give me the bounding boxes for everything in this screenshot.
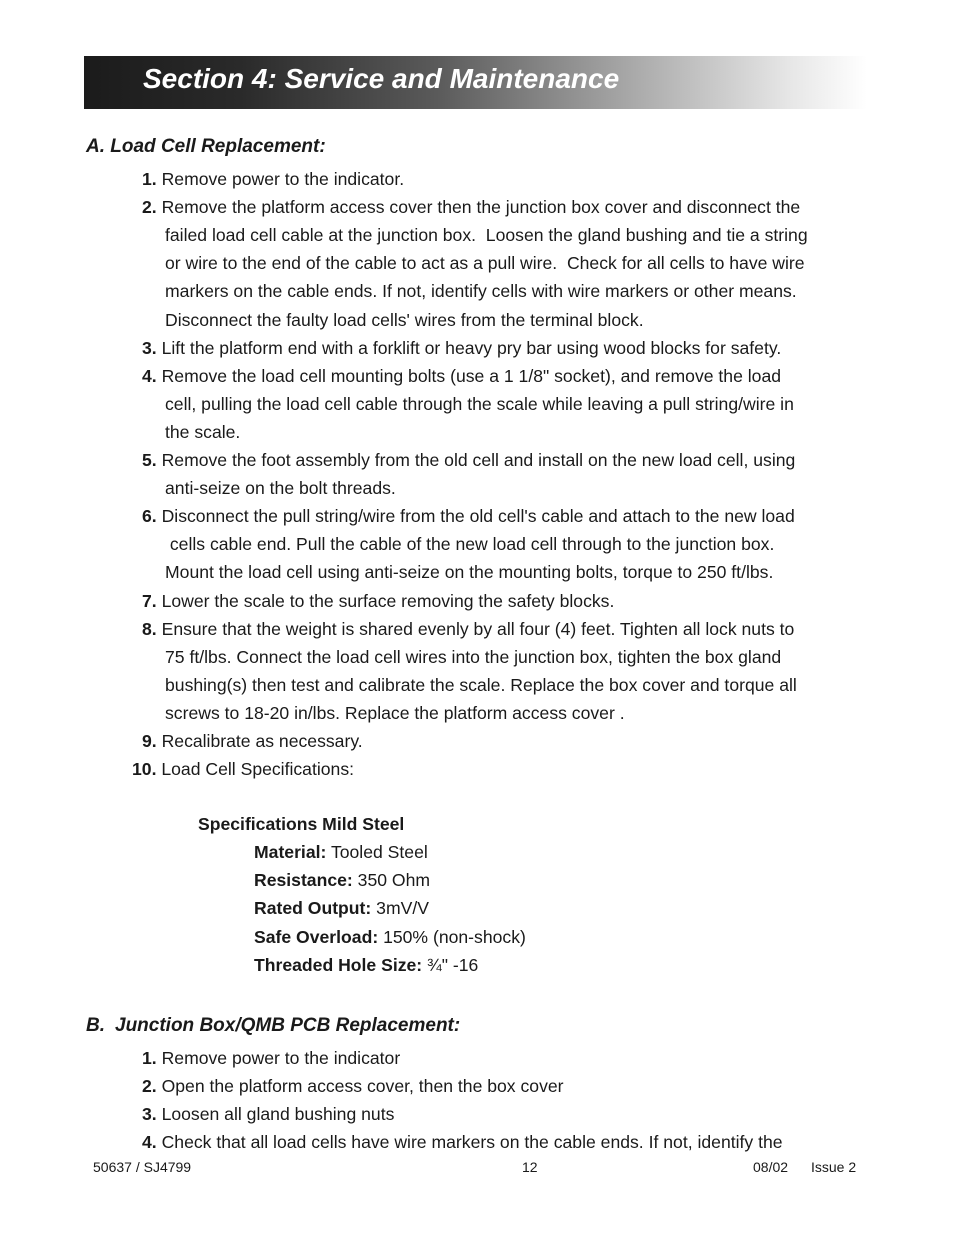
list-item <box>142 193 800 221</box>
list-item-text: Lift the platform end with a forklift or heavy pry bar using wood blocks for safety. <box>161 337 782 358</box>
list-item-text: Check that all load cells have wire markers on the cable ends. If not, identify the <box>161 1132 783 1153</box>
list-item <box>142 615 794 643</box>
list-item-continuation: cells cable end. Pull the cable of the new load cell through to the junction box. <box>165 534 775 555</box>
list-item-text: Remove power to the indicator. <box>161 169 405 189</box>
section-a-heading: A. Load Cell Replacement: <box>86 136 326 157</box>
list-item-number: 2. <box>142 197 157 218</box>
list-item <box>142 334 781 362</box>
list-item-text: Loosen all gland bushing nuts <box>161 1104 395 1125</box>
list-item-number: 1. <box>142 1048 157 1068</box>
list-item-text: Disconnect the pull string/wire from the old cell's cable and attach to the new load <box>161 506 795 527</box>
list-item-number: 4. <box>142 365 157 386</box>
list-item-number: 8. <box>142 618 157 639</box>
list-item-number: 4. <box>142 1132 157 1153</box>
list-item <box>142 165 404 193</box>
list-item-text: Open the platform access cover, then the box cover <box>161 1076 564 1097</box>
section-title-banner <box>84 56 867 109</box>
spec-item: Safe Overload: 150% (non-shock) <box>254 927 526 947</box>
list-item-text: Recalibrate as necessary. <box>161 731 363 751</box>
list-item-number: 5. <box>142 450 157 470</box>
list-item-number: 3. <box>142 1104 157 1125</box>
list-item-continuation: cell, pulling the load cell cable through the scale while leaving a pull string/wire in <box>165 393 794 414</box>
list-item-text: Load Cell Specifications: <box>161 759 355 780</box>
list-item-continuation: failed load cell cable at the junction box. Loosen the gland bushing and tie a string <box>165 225 808 246</box>
spec-item: Material: Tooled Steel <box>254 842 428 862</box>
list-item-number: 2. <box>142 1076 157 1097</box>
list-item <box>142 1100 394 1128</box>
list-item-text: Remove the foot assembly from the old cell and install on the new load cell, using <box>161 450 796 470</box>
list-item-continuation: screws to 18-20 in/lbs. Replace the platform access cover . <box>165 702 625 723</box>
footer-date: 08/02 <box>753 1159 789 1175</box>
list-item <box>132 755 354 783</box>
list-item-text: Remove power to the indicator <box>161 1048 401 1068</box>
list-item-continuation: or wire to the end of the cable to act as a pull wire. Check for all cells to have wire <box>165 253 805 274</box>
list-item-text: Remove the platform access cover then the junction box cover and disconnect the <box>161 197 801 218</box>
spec-title: Specifications Mild Steel <box>198 814 405 834</box>
list-item-number: 6. <box>142 506 157 527</box>
list-item <box>142 587 614 615</box>
list-item-continuation: bushing(s) then test and calibrate the scale. Replace the box cover and torque all <box>165 674 797 695</box>
footer-page-number: 12 <box>522 1159 538 1175</box>
list-item-continuation: 75 ft/lbs. Connect the load cell wires into the junction box, tighten the box gland <box>165 646 782 667</box>
list-item-text: Lower the scale to the surface removing the safety blocks. <box>161 590 615 611</box>
section-title: Section 4: Service and Maintenance <box>143 63 620 94</box>
list-item <box>142 1044 400 1072</box>
list-item <box>142 502 795 530</box>
list-item-number: 7. <box>142 590 157 611</box>
list-item-continuation: markers on the cable ends. If not, identify cells with wire markers or other means. <box>165 281 797 302</box>
footer-doc-number: 50637 / SJ4799 <box>93 1159 192 1175</box>
spec-item: Rated Output: 3mV/V <box>254 898 429 918</box>
list-item-continuation: anti-seize on the bolt threads. <box>165 478 396 499</box>
list-item-text: Ensure that the weight is shared evenly by all four (4) feet. Tighten all lock nuts to <box>161 618 795 639</box>
list-item <box>142 1128 783 1156</box>
list-item-continuation: Mount the load cell using anti-seize on the mounting bolts, torque to 250 ft/lbs. <box>165 562 774 583</box>
list-item-continuation: the scale. <box>165 421 241 442</box>
list-item-number: 9. <box>142 731 157 751</box>
list-item-number: 10. <box>132 759 157 780</box>
list-item-number: 1. <box>142 169 157 189</box>
list-item-text: Remove the load cell mounting bolts (use a 1 1/8" socket), and remove the load <box>161 365 782 386</box>
list-item <box>142 1072 564 1100</box>
list-item <box>142 446 795 474</box>
list-item-number: 3. <box>142 337 157 358</box>
list-item <box>142 727 363 755</box>
list-item <box>142 362 781 390</box>
spec-item: Resistance: 350 Ohm <box>254 870 431 890</box>
footer-issue: Issue 2 <box>811 1159 857 1175</box>
section-b-heading: B. Junction Box/QMB PCB Replacement: <box>86 1015 461 1036</box>
spec-item: Threaded Hole Size: ¾" -16 <box>254 955 479 975</box>
list-item-continuation: Disconnect the faulty load cells' wires from the terminal block. <box>165 309 644 330</box>
